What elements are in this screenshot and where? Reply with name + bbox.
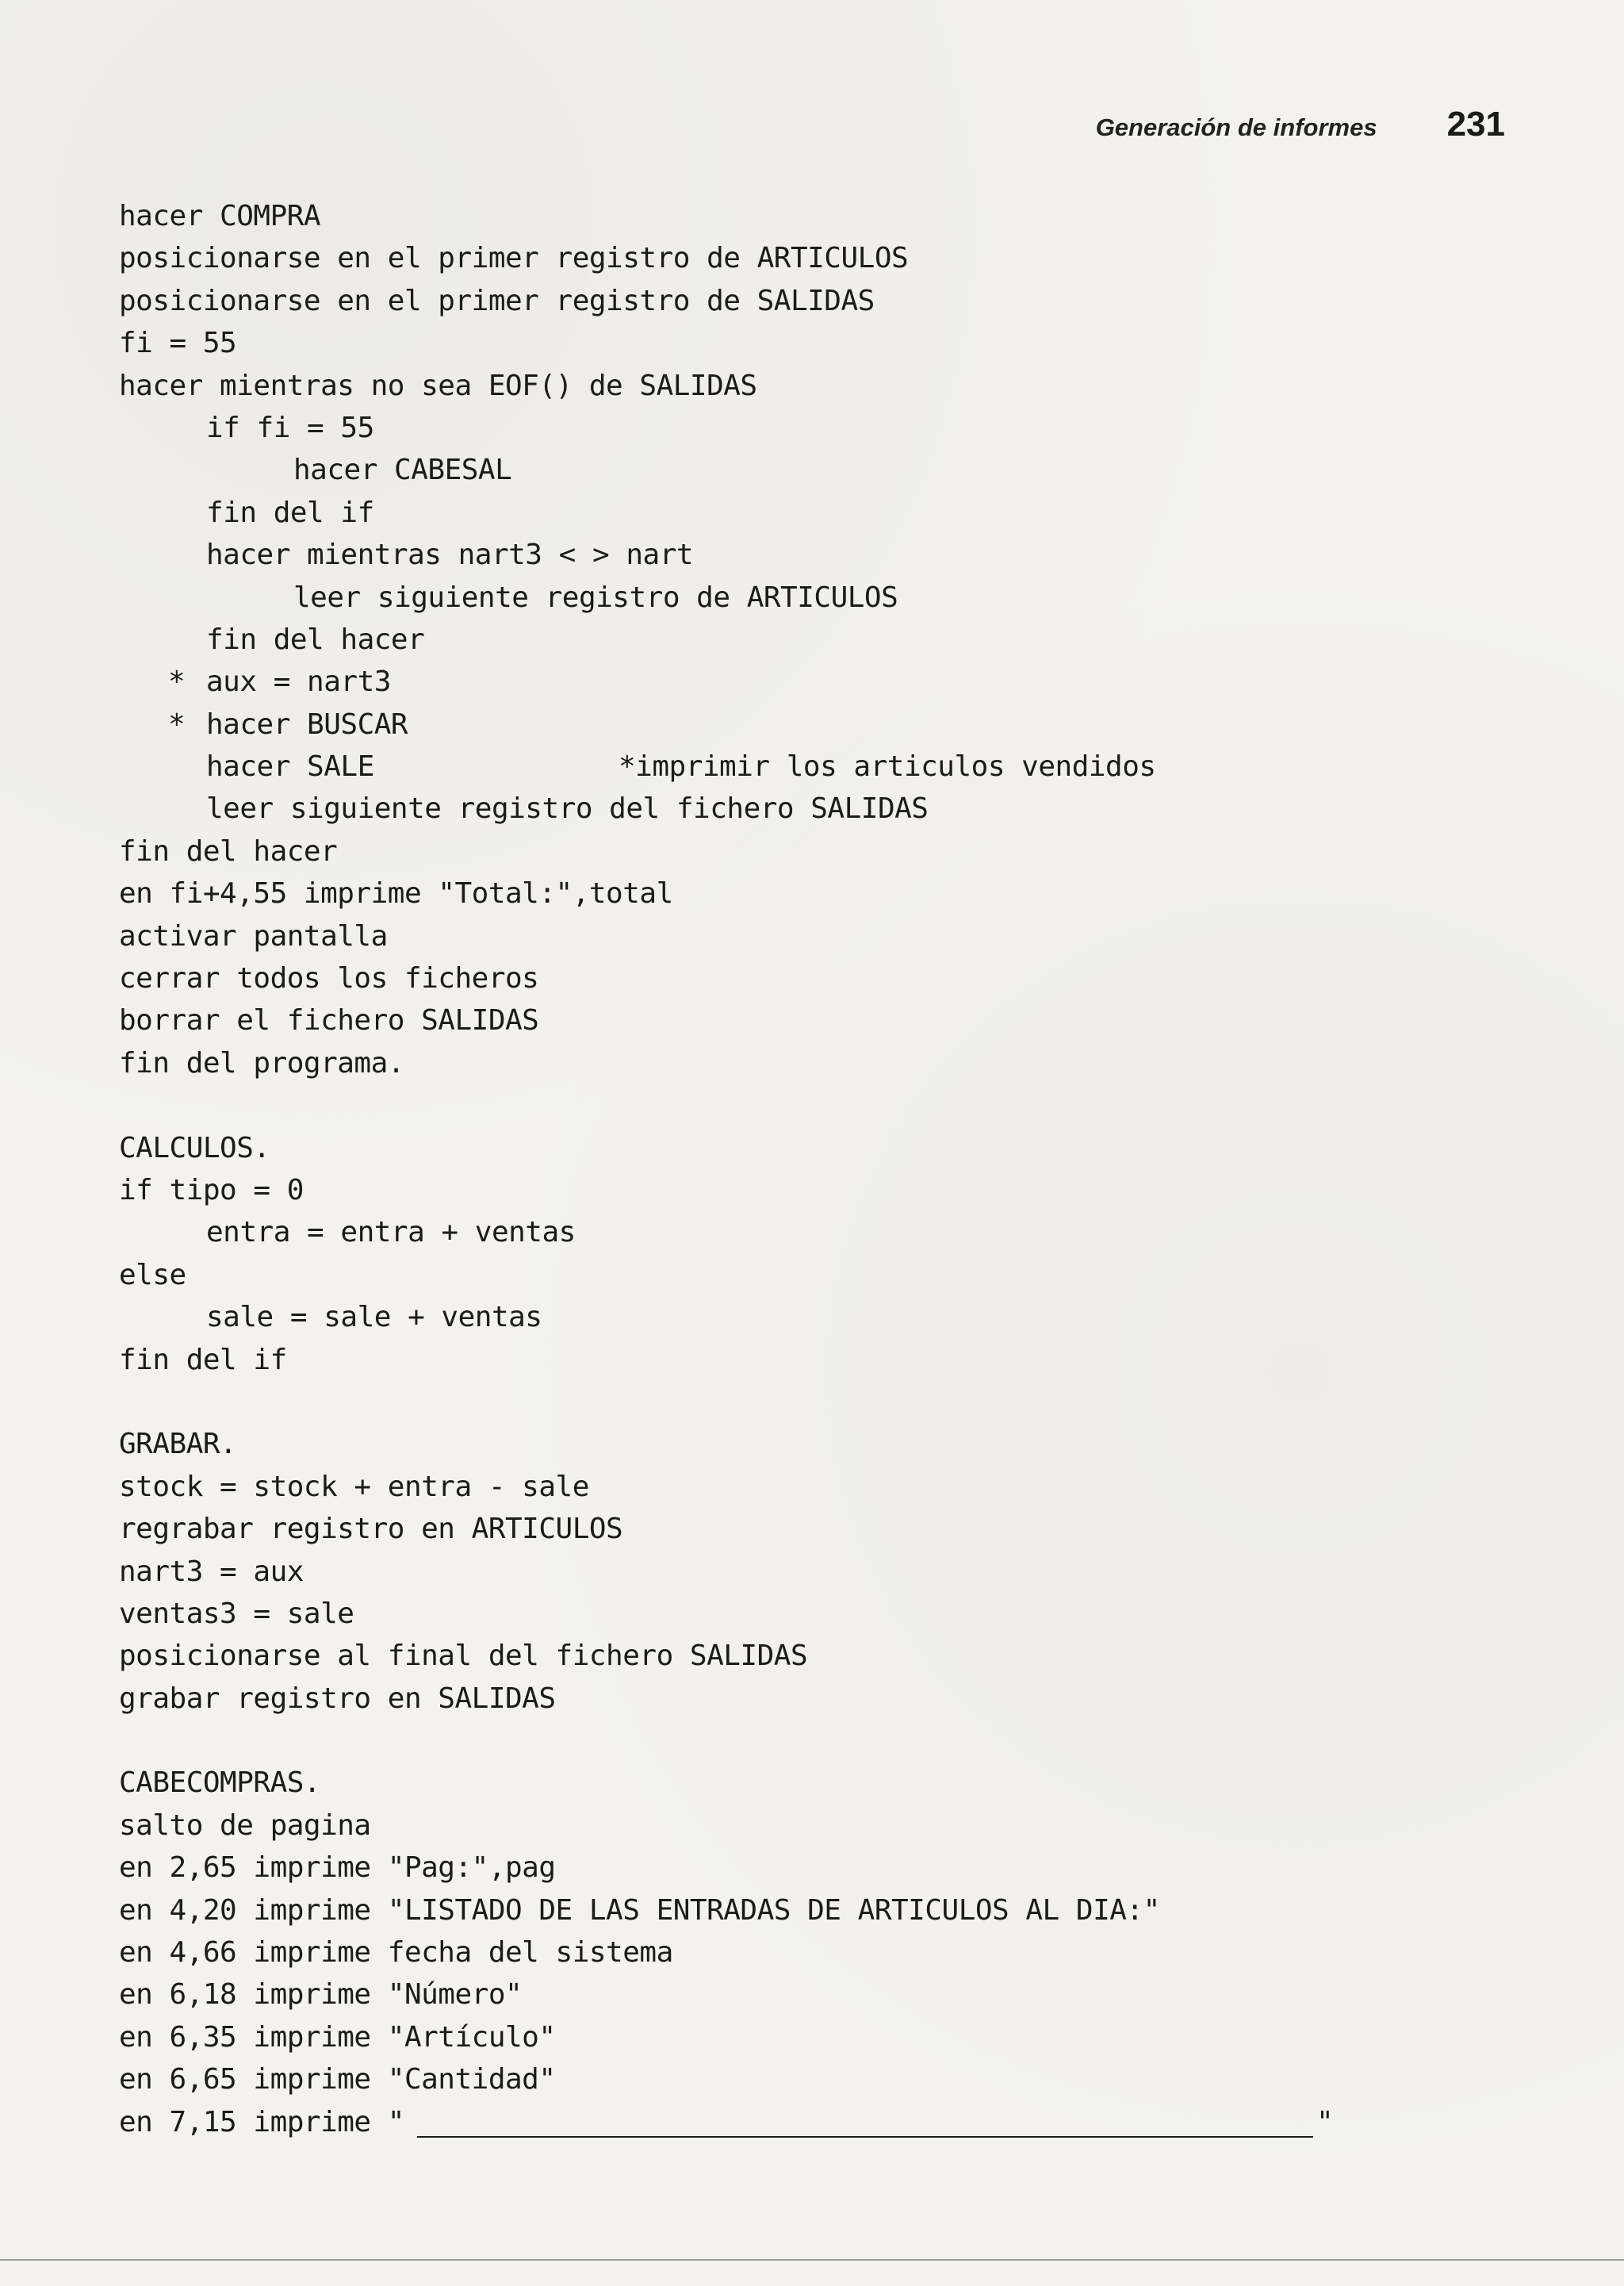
code-line-starred <box>119 704 1515 746</box>
code-line: CALCULOS. <box>119 1131 270 1164</box>
code-line: en fi+4,55 imprime "Total:",total <box>119 877 673 911</box>
code-text: aux = nart3 <box>206 665 391 699</box>
code-line: entra = entra + ventas <box>206 1216 576 1249</box>
code-line: en 6,18 imprime "Número" <box>119 1978 523 2012</box>
code-line: fin del if <box>206 496 374 529</box>
underline-rule <box>417 2136 1313 2138</box>
code-line: fi = 55 <box>119 327 237 360</box>
page-bottom-edge <box>0 2259 1624 2261</box>
code-comment: *imprimir los articulos vendidos <box>619 750 1156 784</box>
running-title: Generación de informes <box>1095 113 1377 141</box>
code-line: grabar registro en SALIDAS <box>119 1682 556 1715</box>
code-line: fin del hacer <box>206 623 425 656</box>
code-line: hacer COMPRA <box>119 200 321 232</box>
code-line: posicionarse en el primer registro de ARTICULOS <box>119 242 909 275</box>
asterisk-marker: * <box>168 665 186 699</box>
code-line: if fi = 55 <box>206 411 374 444</box>
code-line: ventas3 = sale <box>119 1597 354 1630</box>
page-header <box>1096 105 1505 144</box>
code-line: CABECOMPRAS. <box>119 1766 321 1800</box>
code-line: stock = stock + entra - sale <box>119 1470 589 1503</box>
code-line: regrabar registro en ARTICULOS <box>119 1513 623 1546</box>
closing-quote: " <box>1316 2105 1334 2138</box>
code-line: activar pantalla <box>119 919 388 953</box>
code-line: fin del if <box>119 1343 287 1376</box>
code-line: fin del programa. <box>119 1046 404 1080</box>
code-line-underline <box>119 2101 1515 2143</box>
code-line: salto de pagina <box>119 1808 371 1842</box>
code-line: leer siguiente registro de ARTICULOS <box>293 581 898 614</box>
code-line: en 4,20 imprime "LISTADO DE LAS ENTRADAS DE ARTICULOS AL DIA:" <box>119 1893 1160 1927</box>
code-line: hacer mientras no sea EOF() de SALIDAS <box>119 369 757 402</box>
code-line: nart3 = aux <box>119 1555 304 1588</box>
code-line: hacer CABESAL <box>293 454 512 487</box>
code-text: hacer SALE <box>206 750 374 784</box>
code-line: fin del hacer <box>119 834 338 868</box>
code-line: en 4,66 imprime fecha del sistema <box>119 1936 673 1970</box>
code-line: sale = sale + ventas <box>206 1301 542 1334</box>
code-line: borrar el fichero SALIDAS <box>119 1004 539 1038</box>
code-line: en 2,65 imprime "Pag:",pag <box>119 1851 556 1885</box>
code-line: en 6,65 imprime "Cantidad" <box>119 2063 556 2096</box>
code-line: hacer mientras nart3 < > nart <box>206 539 694 572</box>
asterisk-marker: * <box>168 708 186 741</box>
blank-line <box>119 1720 1515 1762</box>
code-line: else <box>119 1258 186 1291</box>
code-text: hacer BUSCAR <box>206 708 408 741</box>
pseudocode-listing <box>119 195 1515 2143</box>
code-line: posicionarse al final del fichero SALIDAS <box>119 1640 808 1673</box>
code-line-starred <box>119 661 1515 703</box>
code-text: en 7,15 imprime " <box>119 2105 404 2138</box>
code-line: leer siguiente registro del fichero SALIDAS <box>206 792 929 826</box>
code-line: posicionarse en el primer registro de SALIDAS <box>119 284 875 317</box>
code-line: GRABAR. <box>119 1428 237 1461</box>
blank-line <box>119 1084 1515 1126</box>
page-number: 231 <box>1446 105 1505 144</box>
code-line: cerrar todos los ficheros <box>119 962 539 995</box>
code-line: if tipo = 0 <box>119 1173 304 1206</box>
code-line-with-comment <box>119 746 1515 788</box>
code-line: en 6,35 imprime "Artículo" <box>119 2020 556 2054</box>
blank-line <box>119 1381 1515 1423</box>
